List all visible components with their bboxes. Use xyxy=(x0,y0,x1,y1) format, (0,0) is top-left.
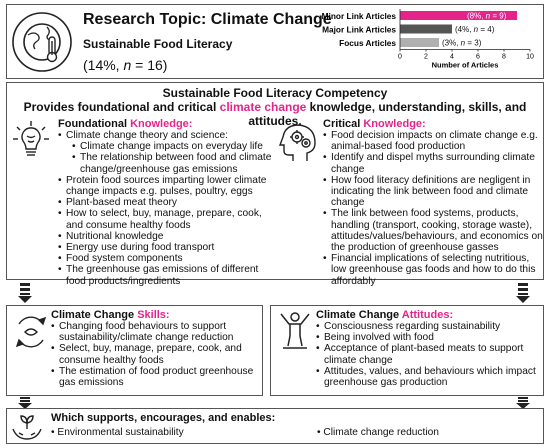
header-stat: (14%, n = 16) xyxy=(83,57,168,73)
head-gears-icon xyxy=(277,119,321,163)
competency-desc-pre: Provides foundational and critical xyxy=(23,100,220,114)
hands-plant-icon xyxy=(11,411,43,443)
bar-value-label: (8%, n = 9) xyxy=(467,11,507,21)
list-item: • The estimation of food product greenhouse gas emissions xyxy=(51,366,259,388)
skills-list xyxy=(51,321,259,388)
bar-value-label: (4%, n = 4) xyxy=(455,25,495,34)
foundational-title-highlight: Knowledge: xyxy=(130,118,193,130)
foundational-section xyxy=(58,118,278,287)
list-subitem: • The relationship between food and climate change/greenhouse gas emissions xyxy=(66,152,278,174)
list-item: • Food system components xyxy=(58,253,278,264)
bar-category-label: Focus Articles xyxy=(339,38,396,48)
list-item: • Attitudes, values, and behaviours which impact greenhouse gas production xyxy=(316,366,541,388)
articles-bar-chart xyxy=(7,5,543,78)
list-item: • Changing food behaviours to support sustainability/climate change reduction xyxy=(51,321,259,343)
attitudes-title-pre: Climate Change xyxy=(316,309,402,321)
critical-list xyxy=(323,130,545,287)
competency-box xyxy=(6,82,544,287)
x-tick-label: 0 xyxy=(398,53,402,61)
bar xyxy=(400,38,439,47)
list-item: • Financial implications of selecting nutritious, low greenhouse gas foods and how to do this affordably xyxy=(323,253,545,287)
attitudes-list xyxy=(316,321,541,388)
attitudes-section xyxy=(316,309,541,388)
critical-section xyxy=(323,118,545,287)
bar-value-label: (3%, n = 3) xyxy=(442,38,482,48)
skills-title xyxy=(51,309,259,321)
critical-title-highlight: Knowledge: xyxy=(363,118,426,130)
list-item: • Energy use during food transport xyxy=(58,242,278,253)
x-tick-label: 4 xyxy=(450,53,454,61)
supports-box xyxy=(6,408,544,444)
lightbulb-icon xyxy=(11,119,51,161)
supports-title: Which supports, encourages, and enables: xyxy=(51,412,276,424)
x-tick-label: 2 xyxy=(424,53,428,61)
list-subitem: • Climate change impacts on everyday life xyxy=(66,141,278,152)
supports-item-climate: • Climate change reduction xyxy=(317,427,439,438)
supports-item-text: Climate change reduction xyxy=(323,427,439,438)
list-item: • Being involved with food xyxy=(316,332,541,343)
skills-box xyxy=(6,305,263,396)
list-item-text: Climate change theory and science: xyxy=(66,130,228,141)
competency-title: Sustainable Food Literacy Competency xyxy=(162,86,388,100)
list-item: • Protein food sources imparting lower climate change impacts e.g. pulses, poultry, eggs xyxy=(58,175,278,197)
person-arms-raised-icon xyxy=(277,310,313,350)
supports-item-text: Environmental sustainability xyxy=(57,427,184,438)
x-tick-label: 6 xyxy=(476,53,480,61)
x-tick-label: 8 xyxy=(502,53,506,61)
foundational-list xyxy=(58,130,278,287)
attitudes-box xyxy=(270,305,544,396)
attitudes-title xyxy=(316,309,541,321)
bar-category-label: Major Link Articles xyxy=(322,24,396,35)
critical-title-pre: Critical xyxy=(323,118,364,130)
list-item: • Identify and dispel myths surrounding climate change xyxy=(323,152,545,174)
skills-section xyxy=(51,309,259,388)
supports-item-environmental: • Environmental sustainability xyxy=(51,427,184,438)
header-title: Research Topic: Climate Change xyxy=(83,11,332,28)
foundational-title xyxy=(58,118,278,130)
list-item: • How food literacy definitions are negligent in indicating the link between food and climate change xyxy=(323,175,545,209)
bar-category-label: Minor Link Articles xyxy=(321,11,396,21)
list-item: • How to select, buy, manage, prepare, cook, and consume healthy foods xyxy=(58,208,278,230)
list-item: • The greenhouse gas emissions of different food products/ingredients xyxy=(58,264,278,286)
list-item: • Select, buy, manage, prepare, cook, and consume healthy foods xyxy=(51,343,259,365)
header-box xyxy=(6,4,544,79)
list-item: • Food decision impacts on climate change e.g. animal-based food production xyxy=(323,130,545,152)
x-tick-label: 10 xyxy=(526,53,534,61)
header-subtitle: Sustainable Food Literacy xyxy=(83,37,233,51)
list-item: • The link between food systems, products, handling (transport, cooking, storage waste), attitudes/values/behaviours, and economics on the production of greenhouse gasses xyxy=(323,208,545,253)
skills-title-pre: Climate Change xyxy=(51,309,138,321)
competency-desc-post: knowledge, understanding, skills, and attitudes. xyxy=(248,100,527,128)
critical-title xyxy=(323,118,545,130)
foundational-title-pre: Foundational xyxy=(58,118,131,130)
skills-title-highlight: Skills: xyxy=(137,309,170,321)
competency-desc-highlight: climate change xyxy=(219,100,307,114)
list-item: • Acceptance of plant-based meats to support climate change xyxy=(316,343,541,365)
list-item: • Consciousness regarding sustainability xyxy=(316,321,541,332)
hands-cycle-icon xyxy=(11,312,51,352)
bar xyxy=(400,25,452,34)
list-item: • Nutritional knowledge xyxy=(58,231,278,242)
list-item: • Plant-based meat theory xyxy=(58,197,278,208)
list-item xyxy=(58,130,278,175)
attitudes-title-highlight: Attitudes: xyxy=(401,309,454,321)
x-axis-label: Number of Articles xyxy=(431,60,499,70)
